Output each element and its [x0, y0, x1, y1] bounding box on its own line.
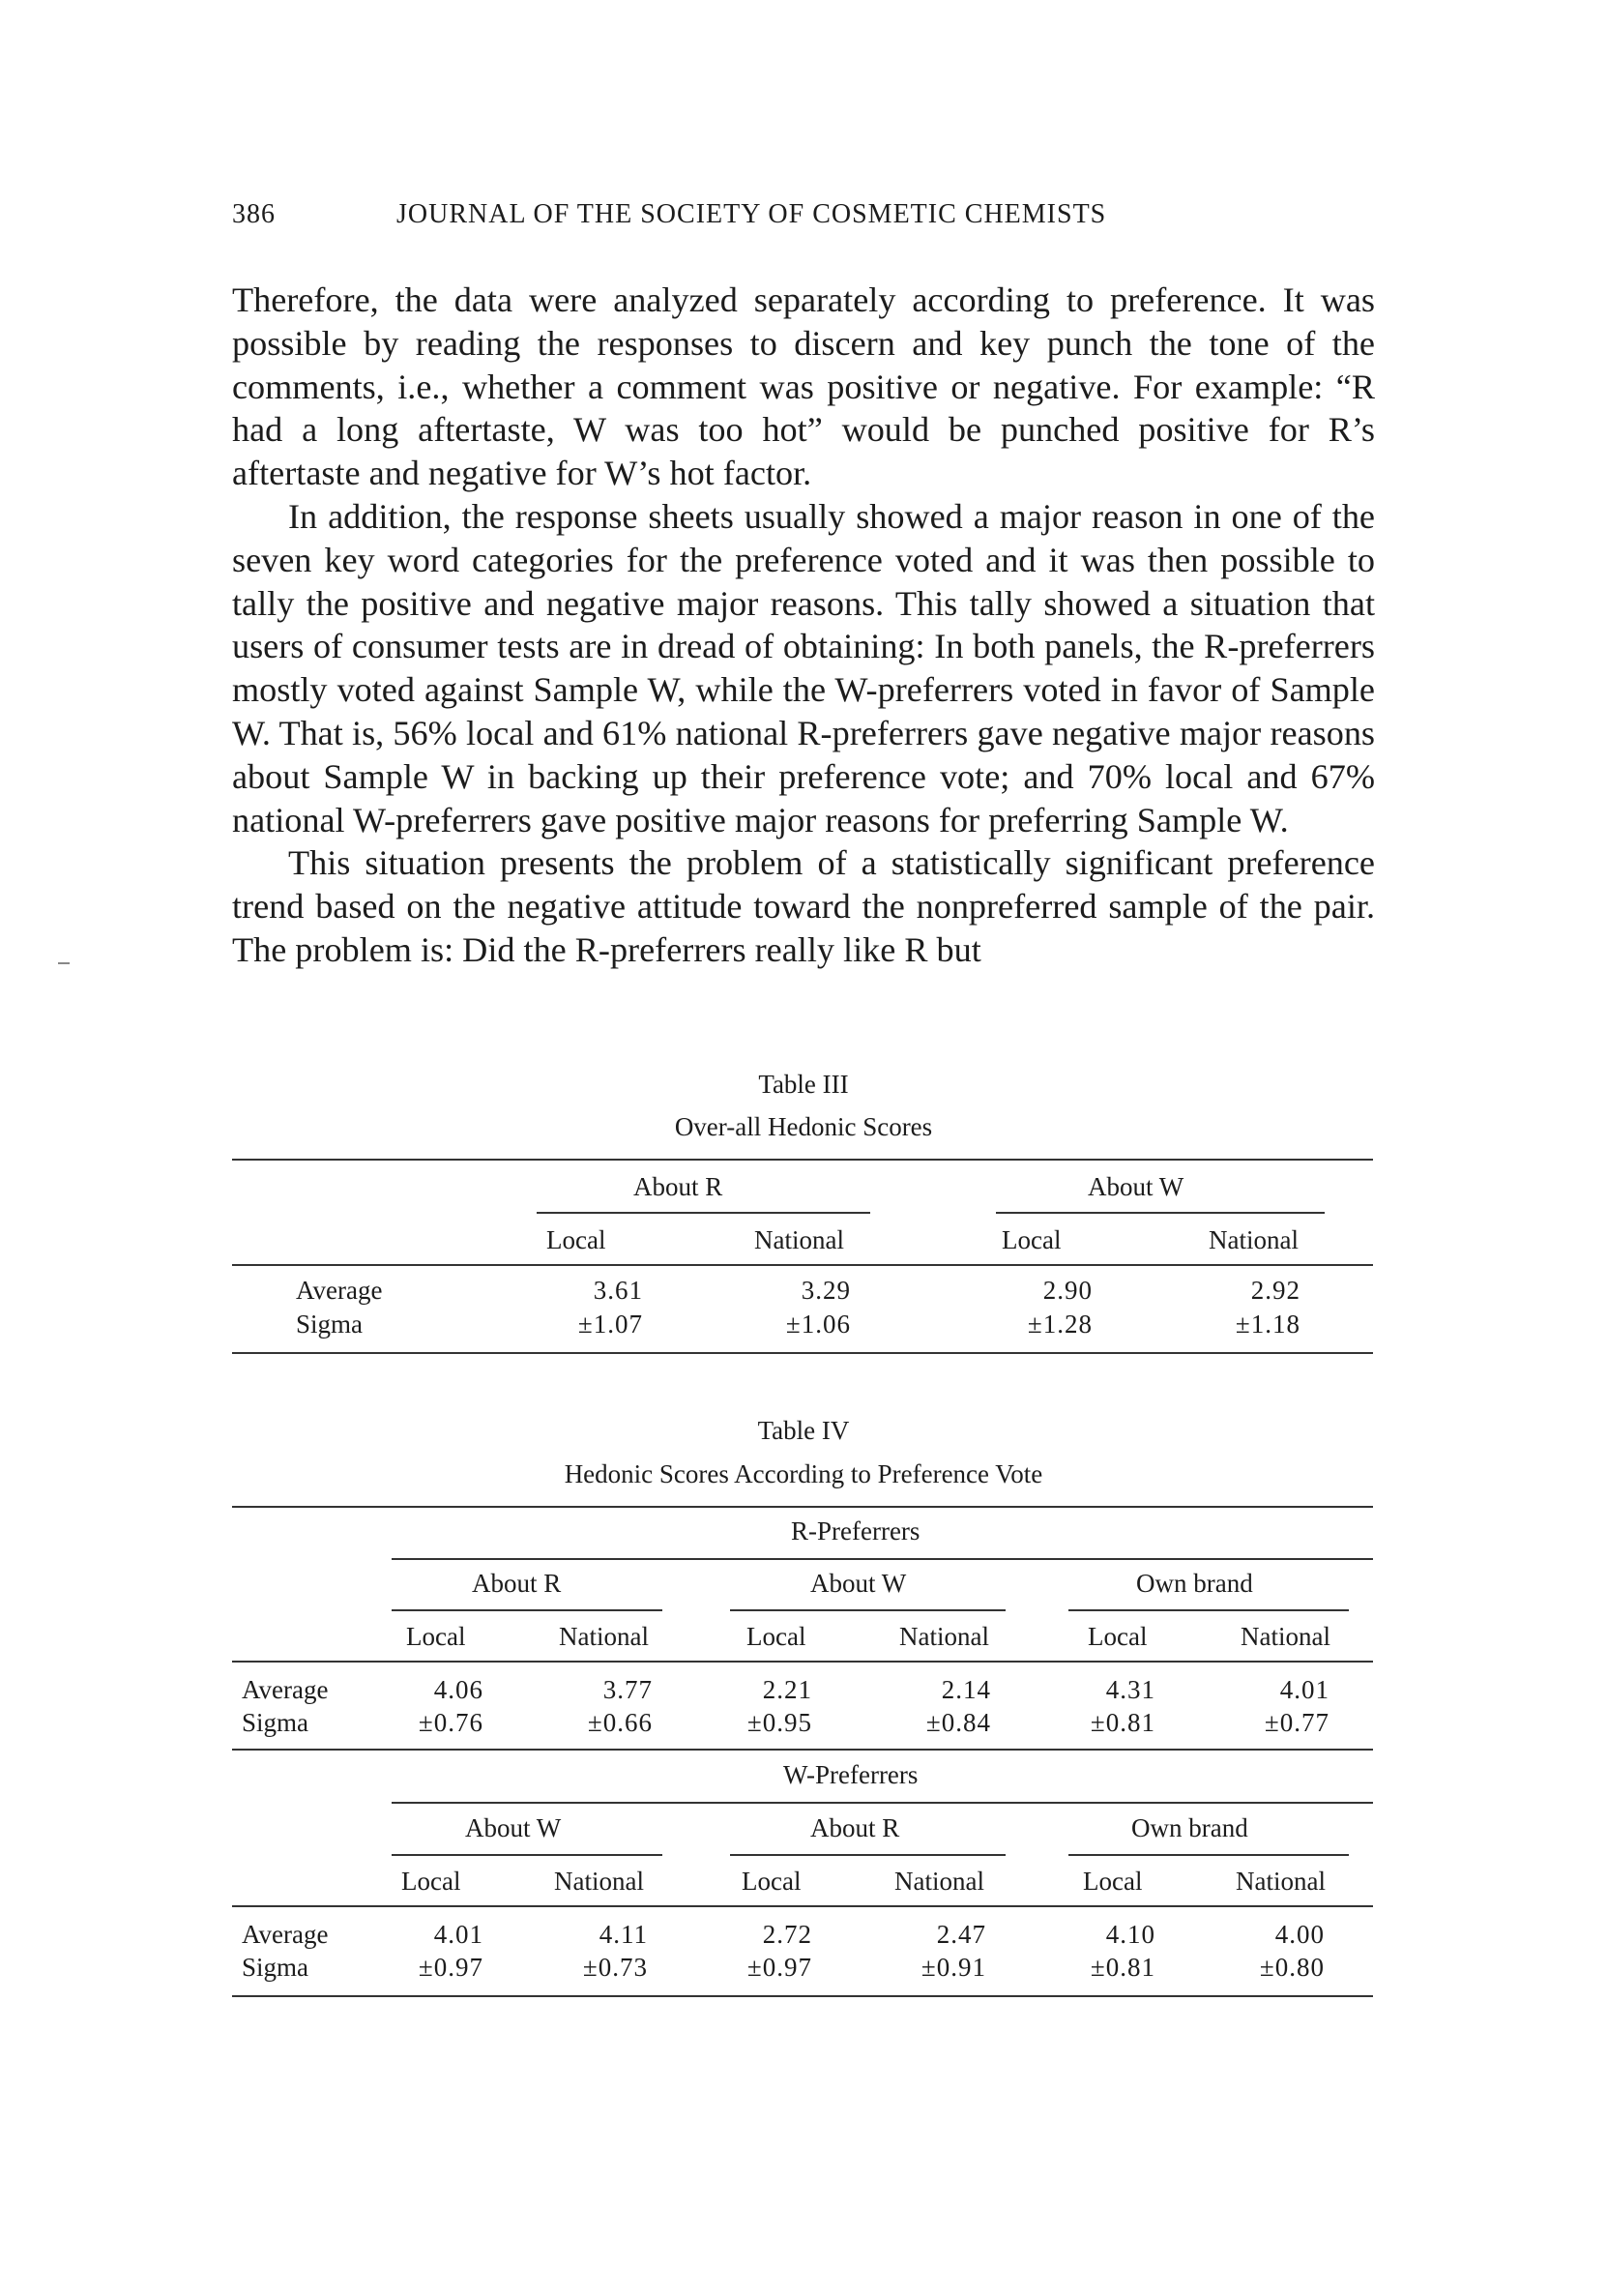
table-3-header-rule: [232, 1264, 1373, 1266]
table-4-cell: ±0.66: [587, 1708, 653, 1737]
table-4-section-heading: R-Preferrers: [791, 1516, 920, 1545]
table-4-col-header: Local: [1083, 1867, 1143, 1896]
paragraph: Therefore, the data were analyzed separately according to preference. It was possible by reading the responses to discern and key punch the tone of the comments, i.e., whether a comment was positive or negative. For example: “R had a long aftertaste, W was too hot” would be punched positive for R’s aftertaste and negative for W’s hot factor.: [232, 280, 1375, 493]
table-4-cell: ±0.97: [746, 1953, 812, 1982]
table-4-cell: 4.10: [1105, 1920, 1155, 1949]
table-4-group: Own brand: [1131, 1813, 1248, 1842]
table-4-col-header: National: [899, 1622, 989, 1651]
table-4-group-rule: [1068, 1854, 1349, 1856]
table-3-col-header: Local: [546, 1225, 606, 1254]
table-3-title: Table III: [758, 1070, 849, 1099]
table-4-top-rule: [232, 1506, 1373, 1508]
table-4-group: About W: [810, 1569, 907, 1598]
table-4-col-header: National: [1236, 1867, 1326, 1896]
table-4-subtitle: Hedonic Scores According to Preference Vote: [564, 1459, 1043, 1488]
table-3-cell: ±1.07: [577, 1310, 643, 1339]
table-3-cell: 2.90: [1042, 1276, 1093, 1305]
table-4-col-header: Local: [746, 1622, 806, 1651]
table-4-col-header: National: [1241, 1622, 1330, 1651]
table-4-group-rule: [730, 1854, 1006, 1856]
table-4-group: Own brand: [1136, 1569, 1253, 1598]
table-4-row-label: Average: [242, 1675, 329, 1704]
table-3-group-rule-r: [537, 1212, 870, 1214]
table-3-row-label: Average: [296, 1276, 383, 1305]
table-4-cell: 4.00: [1274, 1920, 1325, 1949]
table-3-cell: ±1.06: [785, 1310, 851, 1339]
table-4-cell: ±0.84: [925, 1708, 991, 1737]
table-3-bottom-rule: [232, 1352, 1373, 1354]
paragraph: In addition, the response sheets usually showed a major reason in one of the seven key word categories for the preference voted and it was then possible to tally the positive and negative major reasons. This tally showed a situation that users of consumer tests are in dread of obtaining: In both panels, the R-preferrers mostly voted against Sample W, while the W-preferrers voted in favor of Sample W. That is, 56% local and 61% national R-preferrers gave negative major reasons about Sample W in backing up their preference vote; and 70% local and 67% national W-preferrers gave positive major reasons for preferring Sample W.: [232, 496, 1375, 839]
table-4-group-rule: [730, 1609, 1006, 1611]
table-4-cell: 2.14: [941, 1675, 991, 1704]
table-3-top-rule: [232, 1159, 1373, 1161]
table-4-cell: 4.01: [433, 1920, 483, 1949]
table-4-section-heading: W-Preferrers: [783, 1760, 919, 1789]
table-4-col-header: Local: [742, 1867, 802, 1896]
table-4-cell: 2.47: [936, 1920, 986, 1949]
table-4-cell: ±0.76: [418, 1708, 483, 1737]
table-4-cell: ±0.81: [1090, 1953, 1155, 1982]
table-3-group-about-w: About W: [1088, 1172, 1184, 1201]
running-head: [232, 199, 1373, 238]
journal-title: JOURNAL OF THE SOCIETY OF COSMETIC CHEMISTS: [396, 199, 1107, 229]
table-4-section-rule: [392, 1802, 1373, 1804]
table-4-group-rule: [1068, 1609, 1349, 1611]
paragraph: This situation presents the problem of a statistically significant preference trend based on the negative attitude toward the nonpreferred sample of the pair. The problem is: Did the R-preferrers really like R but: [232, 843, 1375, 969]
table-4-cell: 4.31: [1105, 1675, 1155, 1704]
table-3-cell: ±1.28: [1027, 1310, 1093, 1339]
table-4-col-header: Local: [406, 1622, 466, 1651]
table-4-cell: ±0.80: [1259, 1953, 1325, 1982]
table-3-cell: ±1.18: [1235, 1310, 1300, 1339]
table-4-col-header: National: [894, 1867, 984, 1896]
table-4-cell: ±0.77: [1264, 1708, 1329, 1737]
table-4-header-rule: [232, 1661, 1373, 1663]
table-4-col-header: National: [559, 1622, 649, 1651]
table-4-title: Table IV: [757, 1416, 850, 1445]
table-4-cell: ±0.81: [1090, 1708, 1155, 1737]
table-4-row-label: Sigma: [242, 1953, 309, 1982]
table-4-cell: 4.01: [1279, 1675, 1329, 1704]
table-4-row-label: Average: [242, 1920, 329, 1949]
table-3-cell: 3.61: [593, 1276, 643, 1305]
table-4-header-rule: [232, 1905, 1373, 1907]
table-4-cell: 4.06: [433, 1675, 483, 1704]
table-3-col-header: National: [754, 1225, 844, 1254]
table-4-cell: ±0.97: [418, 1953, 483, 1982]
table-4-col-header: Local: [1088, 1622, 1148, 1651]
table-3-col-header: National: [1209, 1225, 1299, 1254]
table-4-cell: 2.21: [762, 1675, 812, 1704]
table-4-cell: 4.11: [599, 1920, 648, 1949]
table-4-group-rule: [392, 1854, 662, 1856]
table-4-bottom-rule: [232, 1995, 1373, 1997]
table-4-cell: ±0.91: [920, 1953, 986, 1982]
table-4-group: About R: [472, 1569, 562, 1598]
table-3-col-header: Local: [1002, 1225, 1062, 1254]
table-3-subtitle: Over-all Hedonic Scores: [674, 1112, 933, 1141]
table-3-cell: 3.29: [801, 1276, 851, 1305]
table-4-cell: ±0.73: [582, 1953, 648, 1982]
margin-mark: [58, 962, 70, 964]
table-4-row-label: Sigma: [242, 1708, 309, 1737]
table-4-cell: 3.77: [602, 1675, 653, 1704]
page-number: 386: [232, 199, 276, 229]
table-4-cell: ±0.95: [746, 1708, 812, 1737]
table-3-group-about-r: About R: [633, 1172, 723, 1201]
table-4-cell: 2.72: [762, 1920, 812, 1949]
table-4-col-header: National: [554, 1867, 644, 1896]
body-text: [232, 279, 1375, 972]
table-3-cell: 2.92: [1250, 1276, 1300, 1305]
table-4-section-divider: [232, 1749, 1373, 1751]
table-3-group-rule-w: [996, 1212, 1325, 1214]
table-4-group: About W: [465, 1813, 562, 1842]
table-4-group-rule: [392, 1609, 662, 1611]
table-4-group: About R: [810, 1813, 900, 1842]
table-4-section-rule: [392, 1558, 1373, 1560]
table-4-col-header: Local: [401, 1867, 461, 1896]
table-3-row-label: Sigma: [296, 1310, 364, 1339]
